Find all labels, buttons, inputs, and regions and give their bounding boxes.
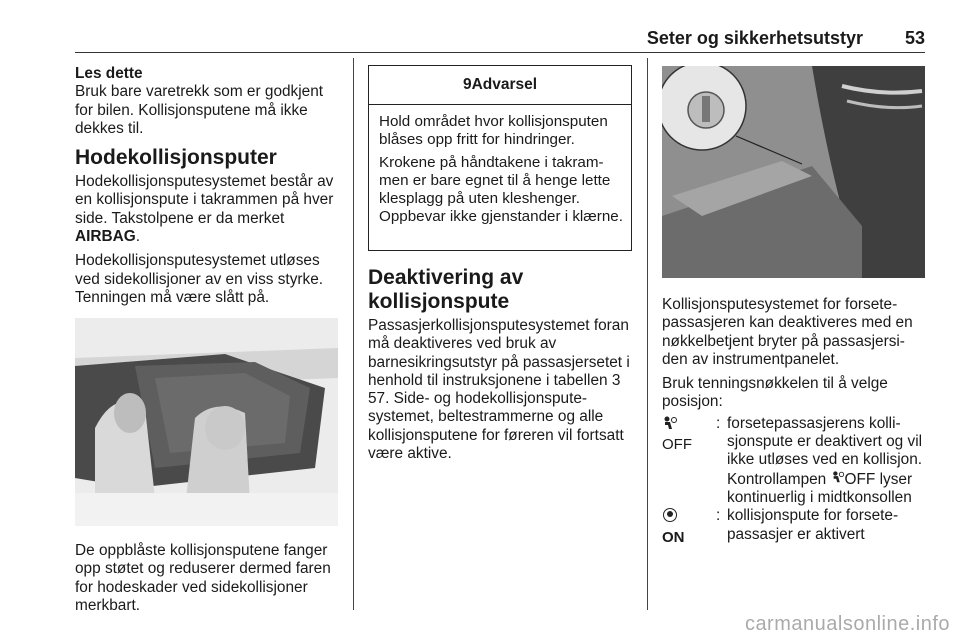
column-left <box>75 55 343 307</box>
warning-title: Advarsel <box>471 76 538 93</box>
paragraph: Passasjerkollisjonsputesystemet foran må deaktiveres ved bruk av barnesikringsutstyr på passasjersetet i henhold til instruksjonene i tabellen 3 57. Side- og hodekollisjonspute-systemet, beltestrammerne og alle kollisjonsputene for føreren vil fortsatt være aktive. <box>368 317 630 463</box>
heading-head-airbags: Hodekollisjonsputer <box>75 146 277 170</box>
paragraph: Bruk tenningsnøkkelen til å velge posisjon: <box>662 375 888 411</box>
position-off-row: OFF : forsetepassasjerens kolli-sjonspute er deaktivert og vil ikke utløses ved en kollisjon. Kontrollampen OFF lyser kontinuerlig i midtkonsollen <box>662 415 928 507</box>
warning-box <box>368 65 632 251</box>
paragraph: Hodekollisjonsputesystemet består av en kollisjonspute i takrammen på hver side. Takstolpene er da merket AIRBAG. <box>75 173 334 246</box>
column-right <box>662 296 928 544</box>
warning-icon: 9 <box>462 76 472 93</box>
airbag-photo <box>75 318 338 526</box>
off-label: OFF <box>662 436 692 454</box>
warning-header <box>369 66 631 105</box>
position-on-desc: kollisjonspute for forsete-passasjer er aktivert <box>727 507 899 543</box>
airbag-off-icon <box>662 415 710 455</box>
warning-text: Krokene på håndtakene i takram-men er bare egnet til å henge lette klesplagg på uten kleshenger. Oppbevar ikke gjenstander i klærne. <box>379 153 623 226</box>
page-number: 53 <box>904 28 925 48</box>
on-label: ON <box>662 528 685 546</box>
watermark: carmanualsonline.info <box>744 613 950 635</box>
page-header <box>75 28 925 53</box>
position-off-desc: forsetepassasjerens kolli-sjonspute er deaktivert og vil ikke utløses ved en kollisjon. Kontrollampen OFF lyser kontinuerlig i midtkonsollen <box>727 414 923 506</box>
airbag-label: AIRBAG <box>75 228 136 246</box>
photo-caption: De oppblåste kollisjonsputene fanger opp støtet og reduserer dermed faren for hodeskader ved sidekollisjoner merkbart. <box>75 542 331 614</box>
paragraph: Kollisjonsputesystemet for forsete-passasjeren kan deaktiveres med en nøkkelbetjent bryter på passasjersi-den av instrumentpanelet. <box>662 296 913 368</box>
column-middle <box>368 266 633 463</box>
column-divider <box>353 58 354 610</box>
position-on-row: ON : kollisjonspute for forsete-passasjer er aktivert <box>662 507 928 544</box>
note-title: Les dette <box>75 65 143 82</box>
airbag-off-indicator-icon <box>831 470 845 484</box>
note-text: Bruk bare varetrekk som er godkjent for bilen. Kollisjonsputene må ikke dekkes til. <box>75 83 324 137</box>
paragraph: Hodekollisjonsputesystemet utløses ved sidekollisjoner av en viss styrke. Tenningen må være slått på. <box>75 252 324 306</box>
heading-deactivation: Deaktivering av kollisjonspute <box>368 266 524 313</box>
column-divider <box>647 58 648 610</box>
warning-text: Hold området hvor kollisjonsputen blåses opp fritt for hindringer. <box>379 113 608 149</box>
reference-arrow-icon: 3 <box>611 371 621 389</box>
key-switch-photo <box>662 66 925 278</box>
airbag-on-icon <box>662 507 710 547</box>
section-title: Seter og sikkerhetsutstyr <box>646 28 863 48</box>
